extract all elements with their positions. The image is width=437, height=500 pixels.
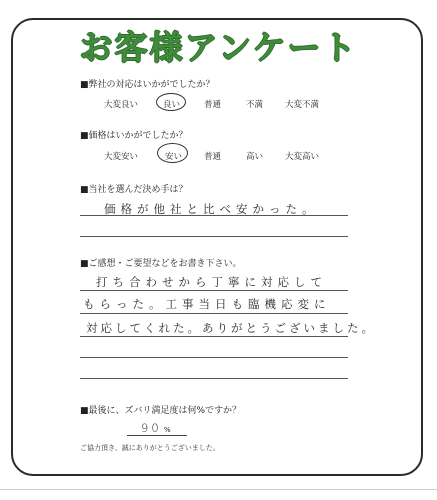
- comment-rule: [80, 378, 348, 379]
- thank-you-footer: ご協力頂き、誠にありがとうございました。: [80, 444, 220, 452]
- option-service-normal: 普通: [204, 100, 222, 110]
- option-service-very-good: 大変良い: [104, 100, 139, 110]
- satisfaction-value: 90: [141, 421, 162, 435]
- option-price-normal: 普通: [204, 152, 222, 162]
- comment-rule: [80, 336, 348, 337]
- question-reason: ■当社を選んだ決め手は？: [80, 185, 188, 195]
- question-satisfaction: ■最後に、ズバリ満足度は何%ですか？: [80, 406, 242, 416]
- question-comments: ■ご感想・ご要望などをお書き下さい。: [80, 259, 242, 269]
- comment-rule: [80, 357, 348, 358]
- option-price-high: 高い: [246, 152, 264, 162]
- satisfaction-unit: %: [164, 426, 171, 434]
- survey-title: お客様アンケート: [79, 28, 358, 67]
- selected-circle-service: [156, 93, 186, 111]
- answer-line: [80, 215, 348, 216]
- option-service-dissatisfied: 不満: [246, 100, 264, 110]
- option-service-very-dissatisfied: 大変不満: [285, 100, 320, 110]
- question-service: ■弊社の対応はいかがでしたか？: [80, 80, 215, 90]
- option-price-very-high: 大変高い: [285, 152, 320, 162]
- answer-reason: 価格が他社と比べ安かった。: [104, 202, 319, 216]
- option-service-good: 良い: [163, 100, 181, 110]
- option-price-cheap: 安い: [165, 152, 183, 162]
- comment-line-1: 打ち合わせから丁寧に対応して: [96, 275, 327, 289]
- comment-rule: [80, 290, 348, 291]
- comment-line-2: もらった。工事当日も臨機応変に: [83, 297, 331, 311]
- question-price: ■価格はいかがでしたか？: [80, 131, 188, 141]
- bottom-divider: [0, 489, 437, 490]
- option-price-very-cheap: 大変安い: [104, 152, 139, 162]
- answer-line: [80, 236, 348, 237]
- comment-rule: [80, 313, 348, 314]
- satisfaction-line: [127, 435, 187, 436]
- selected-circle-price: [157, 143, 188, 163]
- comment-line-3: 対応してくれた。ありがとうございました。: [86, 321, 376, 335]
